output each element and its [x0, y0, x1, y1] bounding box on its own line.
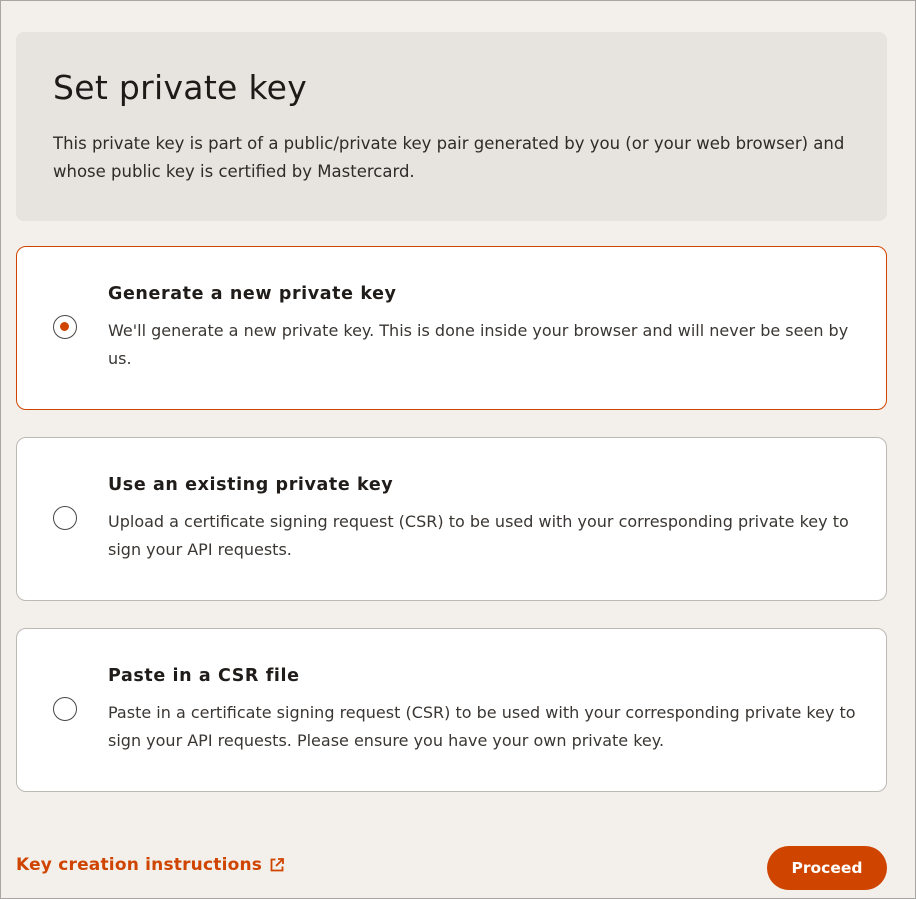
- instructions-link-label: Key creation instructions: [16, 855, 263, 875]
- radio-button[interactable]: [53, 506, 77, 530]
- proceed-button[interactable]: Proceed: [767, 846, 887, 890]
- option-description: Upload a certificate signing request (CSR) to be used with your corresponding private key to sign your API requests.: [108, 512, 849, 559]
- external-link-icon: [268, 856, 286, 874]
- option-title: Generate a new private key: [108, 284, 397, 304]
- radio-selected-dot: [60, 322, 69, 331]
- page-title: Set private key: [53, 68, 308, 107]
- radio-button[interactable]: [53, 697, 77, 721]
- header-card: [16, 32, 887, 221]
- option-description: Paste in a certificate signing request (CSR) to be used with your corresponding private key to sign your API requests. Please ensure you have your own private key.: [108, 703, 856, 750]
- option-use-existing-key[interactable]: [16, 437, 887, 601]
- option-title: Use an existing private key: [108, 475, 394, 495]
- option-description: We'll generate a new private key. This is done inside your browser and will never be seen by us.: [108, 321, 849, 368]
- page-description: This private key is part of a public/private key pair generated by you (or your web browser) and whose public key is certified by Mastercard.: [53, 134, 845, 181]
- radio-button-selected[interactable]: [53, 315, 77, 339]
- option-title: Paste in a CSR file: [108, 666, 300, 686]
- option-generate-new-key[interactable]: [16, 246, 887, 410]
- option-paste-csr-file[interactable]: [16, 628, 887, 792]
- key-creation-instructions-link[interactable]: [16, 855, 286, 875]
